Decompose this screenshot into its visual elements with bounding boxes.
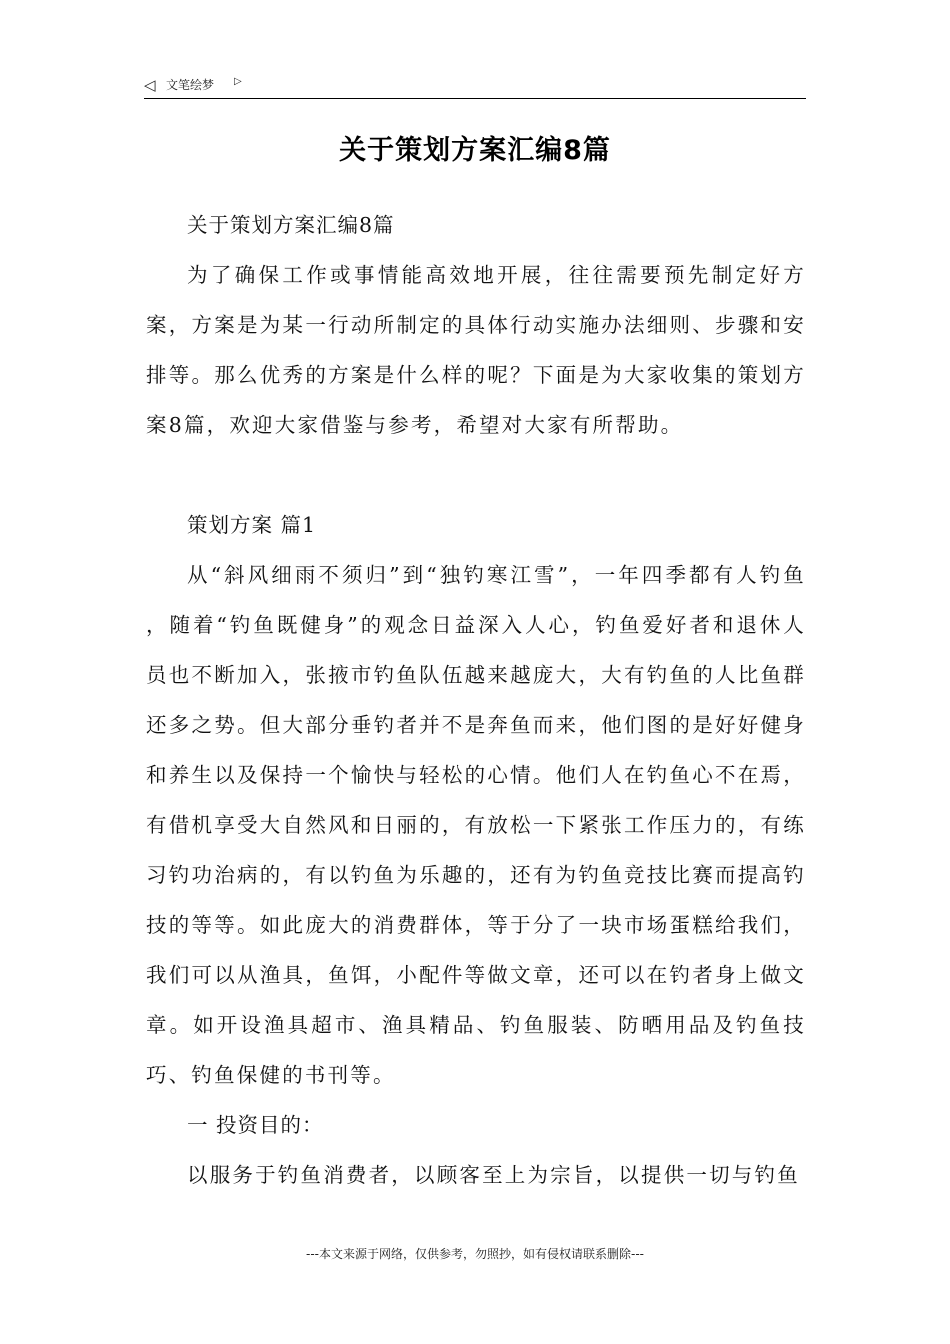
section-paragraph: 从“斜风细雨不须归”到“独钓寒江雪”，一年四季都有人钓鱼 ，随着“钓鱼既健身”的观念日益深入人心，钓鱼爱好者和退休人员也不断加入，张掖市钓鱼队伍越来越庞大，大有钓鱼的人比鱼群还多之势。但大部分垂钓者并不是奔鱼而来，他们图的是好好健身和养生以及保持一个愉快与轻松的心情。他们人在钓鱼心不在焉，有借机享受大自然风和日丽的，有放松一下紧张工作压力的，有练习钓功治病的，有以钓鱼为乐趣的，还有为钓鱼竞技比赛而提高钓技的等等。如此庞大的消费群体，等于分了一块市场蛋糕给我们，我们可以从渔具，鱼饵，小配件等做文章，还可以在钓者身上做文章。如开设渔具超市、渔具精品、钓鱼服装、防晒用品及钓鱼技巧、钓鱼保健的书刊等。	[146, 563, 806, 1087]
investment-paragraph: 以服务于钓鱼消费者，以顾客至上为宗旨，以提供一切与钓鱼	[187, 1163, 800, 1187]
document-body	[146, 200, 806, 1200]
paragraph-spacer	[146, 450, 806, 500]
document-title: 关于策划方案汇编8篇	[339, 135, 611, 166]
footer-notice: ---本文来源于网络，仅供参考，勿照抄，如有侵权请联系删除---	[306, 1247, 644, 1261]
document-subtitle: 关于策划方案汇编8篇	[187, 213, 395, 237]
right-triangle-icon: ▷	[234, 76, 242, 87]
page-header	[144, 74, 806, 99]
brand-name: 文笔绘梦	[166, 78, 215, 92]
investment-heading: 一 投资目的：	[187, 1113, 324, 1137]
section-heading: 策划方案 篇1	[187, 513, 317, 537]
intro-paragraph: 为了确保工作或事情能高效地开展，往往需要预先制定好方案，方案是为某一行动所制定的具体行动实施办法细则、步骤和安排等。那么优秀的方案是什么样的呢？下面是为大家收集的策划方案8篇，欢迎大家借鉴与参考，希望对大家有所帮助。	[146, 263, 806, 437]
left-triangle-icon: ◁	[144, 76, 156, 94]
